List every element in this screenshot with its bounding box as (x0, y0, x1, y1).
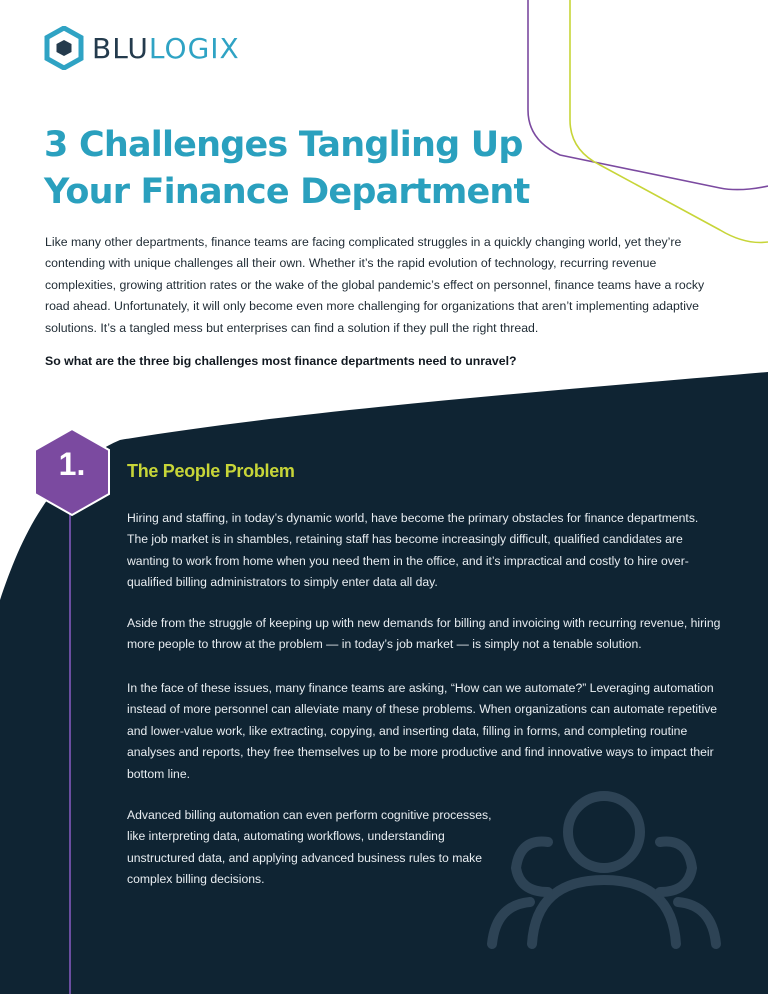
logo-wordmark (92, 32, 240, 65)
logo-text-logix: LOGIX (148, 31, 240, 65)
section-paragraph-3: In the face of these issues, many finance teams are asking, “How can we automate?” Leveraging automation instead of more personnel can alleviate many of these problems. When organizations can automate repetitive and lower-value work, like extracting, copying, and inserting data, filling in forms, and completing routine analyses and reports, they free themselves up to be more productive and find innovative ways to impact their bottom line. (127, 681, 718, 781)
brand-logo (44, 26, 240, 70)
logo-text-blu: BLU (92, 31, 149, 65)
page-title: 3 Challenges Tangling Up Your Finance Department (44, 125, 530, 212)
lead-question: So what are the three big challenges most finance departments need to unravel? (45, 354, 517, 368)
section-title: The People Problem (127, 461, 295, 481)
intro-paragraph: Like many other departments, finance teams are facing complicated struggles in a quickly changing world, yet they’re contending with unique challenges all their own. Whether it’s the rapid evolution of technology, recurring revenue complexities, growing attrition rates or the wake of the global pandemic’s effect on personnel, finance teams have a rocky road ahead. Unfortunately, it will only become even more challenging for organizations that aren’t implementing adaptive solutions. It’s a tangled mess but enterprises can find a solution if they pull the right thread. (45, 235, 705, 335)
section-paragraph-2: Aside from the struggle of keeping up with new demands for billing and invoicing with recurring revenue, hiring more people to throw at the problem — in today’s job market — is simply not a tenable solution. (127, 616, 721, 652)
section-paragraph-4: Advanced billing automation can even perform cognitive processes, like interpreting data, automating workflows, understanding unstructured data, and applying advanced business rules to make complex billing decisions. (127, 808, 492, 887)
logo-hexagon-icon (44, 26, 84, 70)
section-number: 1. (58, 446, 86, 482)
section-paragraph-1: Hiring and staffing, in today’s dynamic world, have become the primary obstacles for finance departments. The job market is in shambles, retaining staff has become increasingly difficult, qualified candidates are wanting to work from home when you need them in the office, and it’s impractical and costly to hire over-qualified billing administrators to simply enter data all day. (127, 511, 699, 590)
